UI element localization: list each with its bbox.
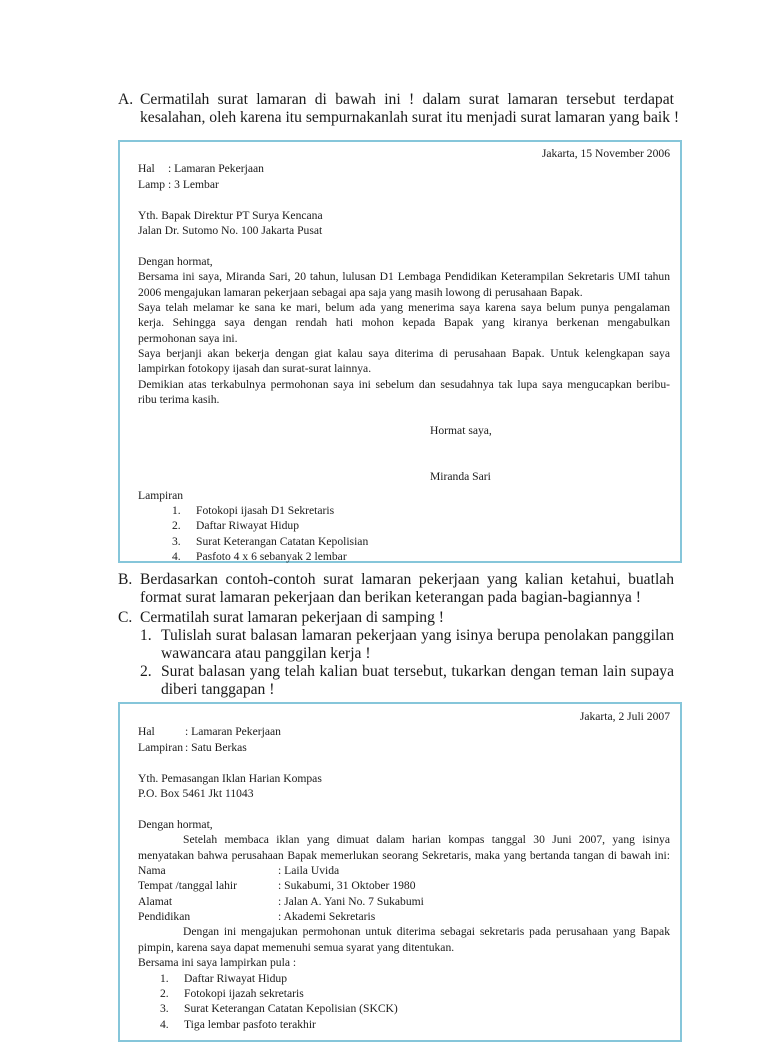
body-line: permohonan saya ini.: [138, 331, 238, 345]
closing: Hormat saya,: [430, 424, 492, 438]
body-line: Saya telah melamar ke sana ke mari, belum ada yang menerima saya karena saya belum punya pengalaman: [138, 300, 670, 314]
body-line: Dengan ini mengajukan permohonan untuk diterima sebagai sekretaris pada perusahaan yang Bapak: [183, 925, 670, 939]
letter-example-1: [118, 140, 682, 563]
body-line: 2006 mengajukan lamaran pekerjaan sebagai apa saja yang masih lowong di perusahaan Bapak.: [138, 285, 583, 299]
letter-date: Jakarta, 15 November 2006: [541, 147, 670, 160]
attachment-count-label: Lampiran: [138, 740, 184, 754]
body-line: menyatakan bahwa perusahaan Bapak memerlukan seorang Sekretaris, maka yang bertanda tangan di bawah ini:: [138, 848, 670, 862]
field-row: Pendidikan : Akademi Sekretaris: [138, 910, 376, 924]
attachments-intro: Bersama ini saya lampirkan pula :: [138, 956, 297, 970]
attachment-count-value: : Satu Berkas: [185, 740, 247, 754]
attachment-count-value: : 3 Lembar: [168, 177, 219, 191]
recipient-line: Yth. Bapak Direktur PT Surya Kencana: [138, 208, 323, 222]
question-label: A.: [118, 91, 134, 108]
question-text: Berdasarkan contoh-contoh surat lamaran pekerjaan yang kalian ketahui, buatlah: [140, 571, 674, 588]
question-a: [118, 91, 680, 127]
sub-question: 1. Tulislah surat balasan lamaran pekerjaan yang isinya berupa penolakan panggilan wawancara atau panggilan kerja !: [140, 627, 674, 662]
field-row: Alamat : Jalan A. Yani No. 7 Sukabumi: [138, 894, 424, 908]
attachments-label: Lampiran: [138, 488, 184, 502]
attachment-item: 2. Daftar Riwayat Hidup: [172, 519, 300, 533]
question-c: [118, 609, 674, 699]
body-line: Setelah membaca iklan yang dimuat dalam harian kompas tanggal 30 Juni 2007, yang isinya: [183, 833, 670, 847]
body-line: ribu terima kasih.: [138, 393, 220, 407]
greeting: Dengan hormat,: [138, 817, 213, 831]
letter-example-2: [118, 702, 682, 1042]
body-line: lampirkan fotokopy ijasah dan surat-surat lainnya.: [138, 362, 372, 376]
field-row: Nama : Laila Uvida: [138, 863, 340, 877]
attachment-item: 1. Daftar Riwayat Hidup: [160, 971, 288, 985]
subject-value: : Lamaran Pekerjaan: [185, 725, 281, 739]
question-label: B.: [118, 571, 133, 588]
field-row: Tempat /tanggal lahir : Sukabumi, 31 Oktober 1980: [138, 879, 416, 893]
question-b: [118, 571, 674, 607]
subject-label: Hal: [138, 162, 155, 176]
attachment-item: 3. Surat Keterangan Catatan Kepolisian (SKCK): [160, 1002, 398, 1016]
question-text: Cermatilah surat lamaran di bawah ini ! dalam surat lamaran tersebut terdapat: [140, 91, 674, 108]
attachment-item: 4. Tiga lembar pasfoto terakhir: [160, 1017, 316, 1031]
body-line: Demikian atas terkabulnya permohonan saya ini sebelum dan sesudahnya tak lupa saya mengucapkan beribu-: [138, 377, 670, 391]
question-label: C.: [118, 609, 133, 626]
recipient-address: Jalan Dr. Sutomo No. 100 Jakarta Pusat: [138, 223, 323, 237]
body-line: kerja. Sehingga saya dengan rendah hati mohon kepada Bapak yang kiranya berkenan mengabulkan: [138, 316, 670, 330]
question-text: format surat lamaran pekerjaan dan berikan keterangan pada bagian-bagiannya !: [140, 589, 641, 606]
recipient-address: P.O. Box 5461 Jkt 11043: [138, 786, 254, 800]
question-text: kesalahan, oleh karena itu sempurnakanlah surat itu menjadi surat lamaran yang baik !: [140, 109, 680, 126]
question-text: Cermatilah surat lamaran pekerjaan di samping !: [140, 609, 444, 626]
attachment-item: 4. Pasfoto 4 x 6 sebanyak 2 lembar: [172, 550, 347, 564]
greeting: Dengan hormat,: [138, 254, 213, 268]
body-line: pimpin, karena saya dapat memenuhi semua syarat yang ditentukan.: [138, 940, 455, 954]
body-line: Saya berjanji akan bekerja dengan giat kalau saya diterima di perusahaan Bapak. Untuk kelengkapan saya: [138, 347, 670, 361]
attachment-item: 1. Fotokopi ijasah D1 Sekretaris: [172, 503, 335, 517]
letter-date: Jakarta, 2 Juli 2007: [579, 710, 670, 723]
sub-question: 2. Surat balasan yang telah kalian buat tersebut, tukarkan dengan teman lain supaya diberi tanggapan !: [140, 663, 674, 698]
subject-label: Hal: [138, 725, 155, 739]
signature-name: Miranda Sari: [430, 470, 491, 484]
attachment-item: 3. Surat Keterangan Catatan Kepolisian: [172, 534, 369, 548]
subject-value: : Lamaran Pekerjaan: [168, 162, 264, 176]
body-line: Bersama ini saya, Miranda Sari, 20 tahun, lulusan D1 Lembaga Pendidikan Keterampilan Sekretaris UMI tahun: [138, 270, 670, 284]
recipient-line: Yth. Pemasangan Iklan Harian Kompas: [138, 771, 322, 785]
attachment-count-label: Lamp: [138, 177, 166, 191]
attachment-item: 2. Fotokopi ijazah sekretaris: [160, 987, 304, 1001]
